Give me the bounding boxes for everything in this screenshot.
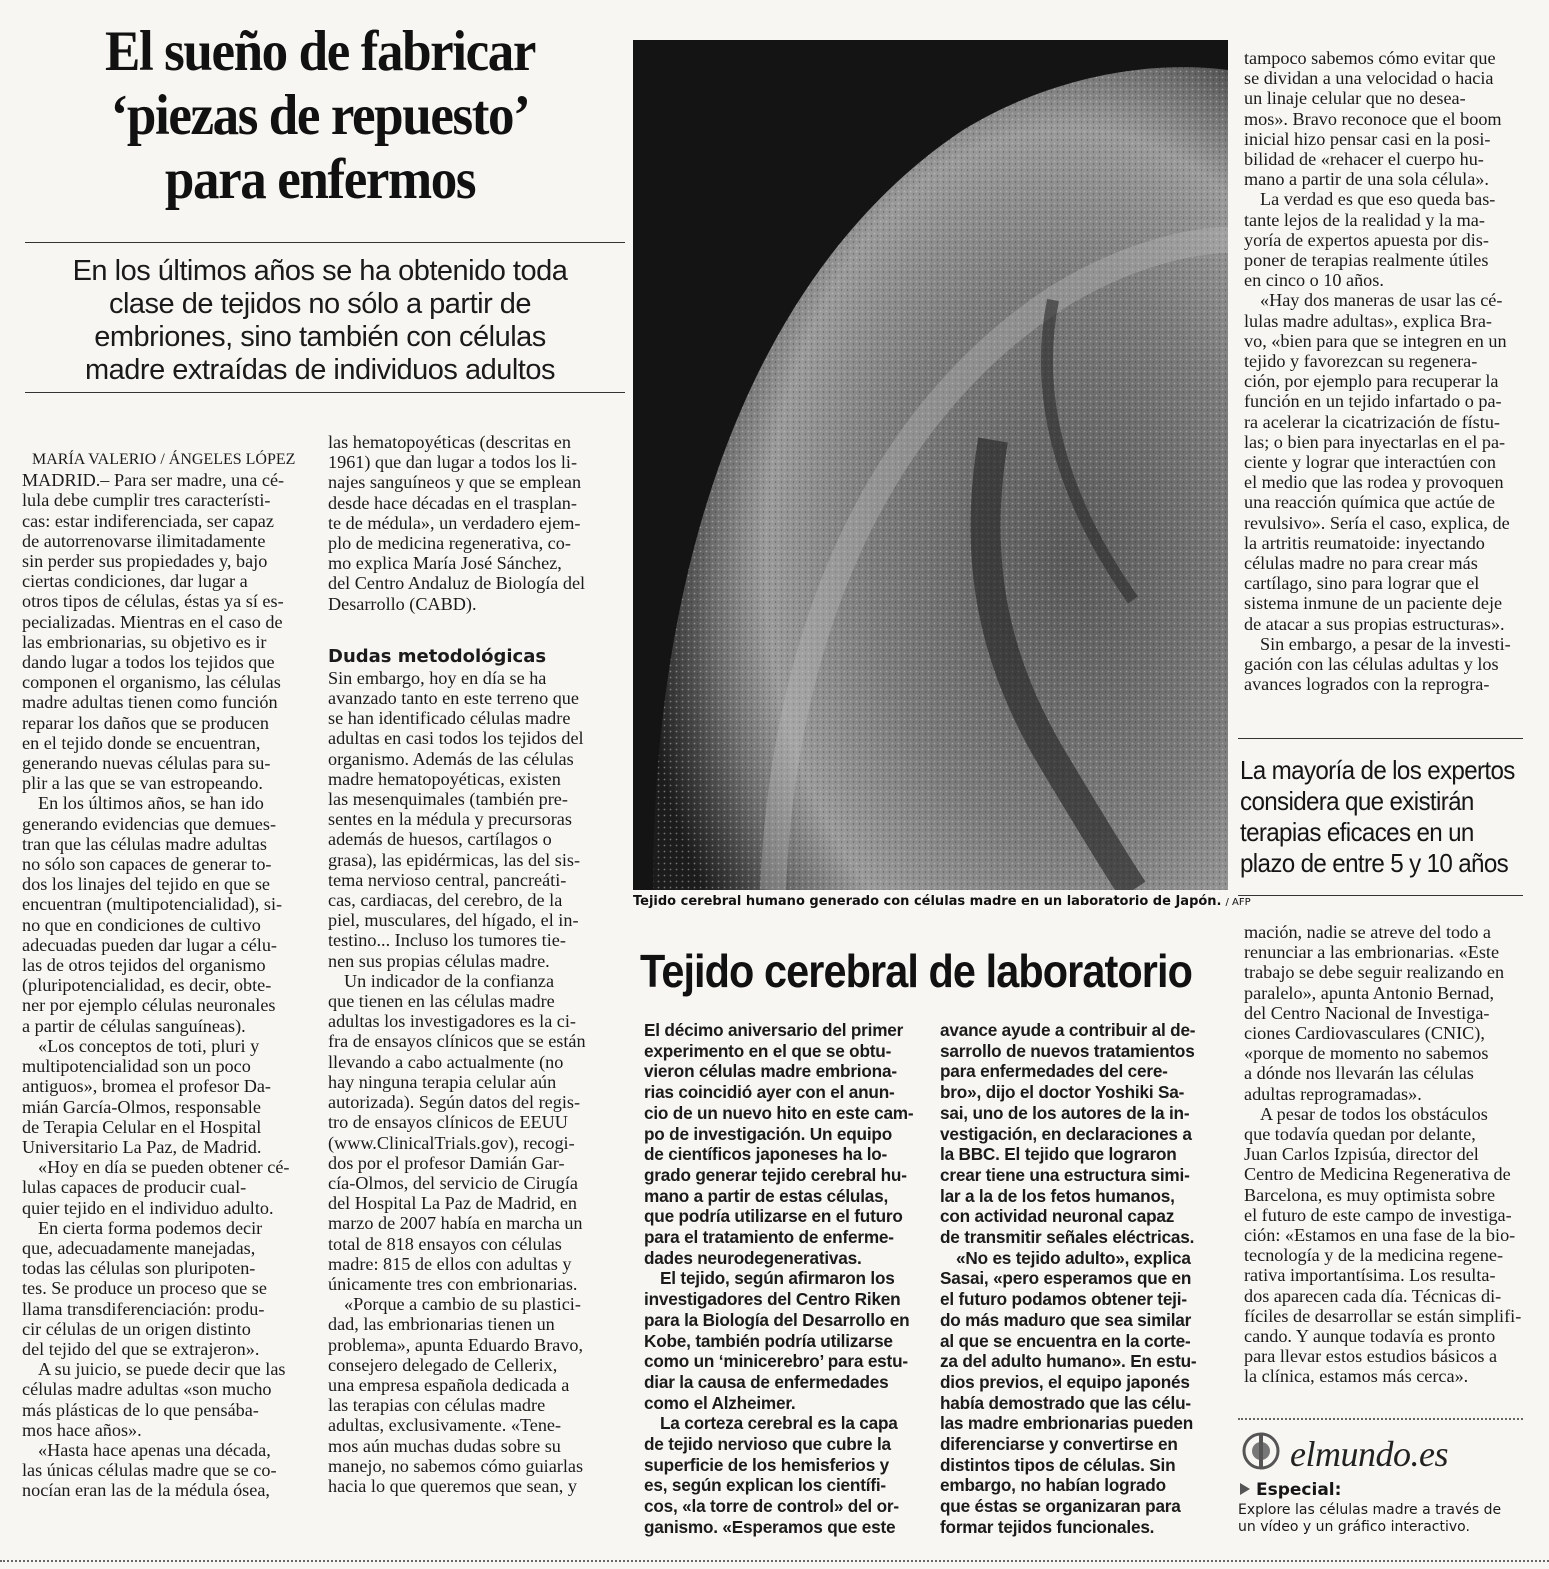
text-line: reparar los daños que se producen	[22, 712, 269, 733]
text-line: otros tipos de células, éstas ya sí es-	[22, 591, 284, 612]
text-line: mano a partir de estas células,	[644, 1185, 889, 1206]
text-line: mano a partir de una sola célula».	[1244, 169, 1489, 190]
text-line: dios previos, el equipo japonés	[940, 1371, 1190, 1392]
text-line: que podría utilizarse en el futuro	[644, 1206, 903, 1227]
text-line: nocían eran las de la médula ósea,	[22, 1480, 270, 1501]
text-line: ciones Cardiovasculares (CNIC),	[1244, 1023, 1485, 1044]
text-line: MADRID.– Para ser madre, una cé-	[22, 470, 285, 491]
text-line: Sasai, «pero esperamos que en	[940, 1268, 1192, 1289]
sidebar-headline: Tejido cerebral de laboratorio	[640, 945, 1192, 997]
text-line: En los últimos años, se han ido	[38, 793, 264, 814]
pull-quote-line: plazo de entre 5 y 10 años	[1240, 848, 1509, 878]
especial-text: Especial:	[1256, 1480, 1342, 1500]
text-line: que todavía quedan por delante,	[1244, 1124, 1476, 1145]
text-line: del Hospital La Paz de Madrid, en	[328, 1193, 577, 1214]
text-line: distintos tipos de células. Sin	[940, 1454, 1176, 1475]
text-line: cos, «la torre de control» del or-	[644, 1496, 899, 1517]
text-line: la clínica, estamos más cerca».	[1244, 1366, 1469, 1387]
subhead: Dudas metodológicas	[328, 645, 547, 667]
column-4-continued	[1244, 922, 1524, 1387]
text-line: que éstas se organizaran para	[940, 1496, 1181, 1517]
text-line: el futuro podamos obtener teji-	[940, 1289, 1187, 1310]
text-line: lulas capaces de producir cual-	[22, 1177, 247, 1198]
text-line: avances logrados con la reprogra-	[1244, 674, 1490, 695]
text-line: en cinco o 10 años.	[1244, 270, 1384, 291]
text-line: desde hace décadas en el trasplan-	[328, 492, 577, 513]
text-line: las únicas células madre que se co-	[22, 1460, 277, 1481]
text-line: avance ayude a contribuir al de-	[940, 1020, 1196, 1040]
deck-line: embriones, sino también con células	[94, 321, 546, 353]
text-line: las de otros tejidos del organismo	[22, 955, 266, 976]
column-4-body-a	[1244, 48, 1524, 695]
divider	[1238, 738, 1523, 739]
text-line: una empresa española dedicada a	[328, 1374, 570, 1395]
text-line: dos aparecen cada día. Técnicas di-	[1244, 1285, 1502, 1306]
text-line: Universitario La Paz, de Madrid.	[22, 1136, 262, 1157]
text-line: revulsivo». Sería el caso, explica, de	[1244, 512, 1510, 533]
text-line: A su juicio, se puede decir que las	[38, 1359, 286, 1380]
text-line: además de huesos, cartílagos o	[328, 829, 552, 850]
text-line: ciente y lograr que interactúen con	[1244, 452, 1496, 473]
text-line: najes sanguíneos y que se emplean	[328, 472, 582, 493]
headline-line: ‘piezas de repuesto’	[110, 84, 530, 147]
text-line: problema», apunta Eduardo Bravo,	[328, 1334, 584, 1355]
text-line: A pesar de todos los obstáculos	[1260, 1103, 1488, 1124]
text-line: se dividan a una velocidad o hacia	[1244, 68, 1494, 89]
photo-credit: / AFP	[1225, 897, 1251, 908]
text-line: cas: estar indiferenciada, ser capaz	[22, 510, 274, 531]
text-line: ra acelerar la cicatrización de fístu-	[1244, 411, 1500, 432]
text-line: za del adulto humano». En estu-	[940, 1351, 1197, 1372]
text-line: bilidad de «rehacer el cuerpo hu-	[1244, 149, 1484, 170]
text-line: autorizada). Según datos del regis-	[328, 1092, 581, 1113]
text-line: de autorrenovarse ilimitadamente	[22, 530, 266, 551]
text-line: sistema inmune de un paciente deje	[1244, 593, 1503, 614]
headline-line: El sueño de fabricar	[104, 20, 536, 83]
text-line: las; o bien para inyectarlas en el pa-	[1244, 431, 1506, 452]
text-line: fra de ensayos clínicos que se están	[328, 1031, 586, 1052]
column-2	[328, 432, 608, 1496]
text-line: Desarrollo (CABD).	[328, 593, 477, 614]
column-2-body-b	[328, 668, 608, 1496]
text-line: Un indicador de la confianza	[344, 970, 555, 991]
deck-line: madre extraídas de individuos adultos	[85, 354, 555, 386]
text-line: de atacar a sus propias estructuras».	[1244, 613, 1505, 634]
divider	[25, 392, 625, 393]
text-line: tes. Se produce un proceso que se	[22, 1278, 267, 1299]
text-line: avanzado tanto en este terreno que	[328, 688, 579, 709]
text-line: la BBC. El tejido que lograron	[940, 1144, 1177, 1165]
text-line: crear tiene una estructura simi-	[940, 1164, 1190, 1185]
play-triangle-icon	[1240, 1483, 1250, 1495]
text-line: renunciar a las embrionarias. «Este	[1244, 942, 1500, 963]
text-line: El décimo aniversario del primer	[644, 1020, 904, 1040]
byline: MARÍA VALERIO / ÁNGELES LÓPEZ	[32, 451, 296, 468]
globe-icon	[1242, 1432, 1280, 1470]
text-line: antiguos», bromea el profesor Da-	[22, 1076, 271, 1097]
text-line: dad, las embrionarias tienen un	[328, 1314, 555, 1335]
text-line: como el Alzheimer.	[644, 1392, 796, 1413]
column-1	[22, 450, 300, 1501]
text-line: bro», dijo el doctor Yoshiki Sa-	[940, 1082, 1185, 1103]
sidebar-column-b	[940, 1020, 1202, 1538]
text-line: las mesenquimales (también pre-	[328, 789, 568, 810]
especial-description-line: un vídeo y un gráfico interactivo.	[1238, 1519, 1470, 1535]
text-line: «Los conceptos de toti, pluri y	[38, 1035, 260, 1056]
text-line: sentes en la médula y precursoras	[328, 809, 572, 830]
text-line: testino... Incluso los tumores tie-	[328, 930, 566, 951]
text-line: sai, uno de los autores de la in-	[940, 1102, 1190, 1123]
text-line: adultas reprogramadas».	[1244, 1083, 1422, 1104]
text-line: sarrollo de nuevos tratamientos	[940, 1040, 1195, 1061]
text-line: no que en condiciones de cultivo	[22, 914, 261, 935]
text-line: «Porque a cambio de su plastici-	[344, 1294, 581, 1315]
text-line: Centro de Medicina Regenerativa de	[1244, 1164, 1511, 1185]
text-line: te de médula», un verdadero ejem-	[328, 512, 581, 533]
site-logo[interactable]: elmundo.es	[1290, 1434, 1448, 1474]
text-line: con actividad neuronal capaz	[940, 1206, 1175, 1227]
text-line: grado generar tejido cerebral hu-	[644, 1164, 907, 1185]
text-line: hacia lo que queremos que sean, y	[328, 1475, 577, 1496]
text-line: do más maduro que sea similar	[940, 1309, 1192, 1330]
text-line: de transmitir señales eléctricas.	[940, 1227, 1195, 1248]
text-line: gación con las células adultas y los	[1244, 654, 1499, 675]
especial-description-line: Explore las células madre a través de	[1238, 1502, 1502, 1518]
column-4-body-b	[1244, 922, 1524, 1387]
text-line: piel, musculares, del hígado, el in-	[328, 910, 579, 931]
text-line: quier tejido en el individuo adulto.	[22, 1197, 274, 1218]
text-line: ción, por ejemplo para recuperar la	[1244, 371, 1499, 392]
column-1-body	[22, 470, 300, 1500]
text-line: el medio que las rodea y provoquen	[1244, 472, 1504, 493]
especial-description	[1238, 1502, 1501, 1536]
text-line: células madre adultas «son mucho	[22, 1379, 272, 1400]
text-line: «Hay dos maneras de usar las cé-	[1260, 290, 1503, 311]
deck-line: clase de tejidos no sólo a partir de	[108, 288, 532, 320]
text-line: cir células de un origen distinto	[22, 1318, 251, 1339]
text-line: «porque de momento no sabemos	[1244, 1043, 1489, 1064]
text-line: tampoco sabemos cómo evitar que	[1244, 48, 1496, 68]
brain-tissue-photo	[633, 40, 1228, 890]
text-line: Kobe, también podría utilizarse	[644, 1330, 893, 1351]
text-line: mos». Bravo reconoce que el boom	[1244, 108, 1502, 129]
text-line: vestigación, en declaraciones a	[940, 1123, 1192, 1144]
text-line: se han identificado células madre	[328, 708, 571, 729]
text-line: en el tejido donde se encuentran,	[22, 732, 261, 753]
text-line: adecuadas pueden dar lugar a célu-	[22, 934, 277, 955]
text-line: ciertas condiciones, dar lugar a	[22, 571, 248, 592]
text-line: ner por ejemplo células neuronales	[22, 995, 276, 1016]
text-line: madre: 815 de ellos con adultas y	[328, 1253, 572, 1274]
text-line: tecnología y de la medicina regene-	[1244, 1245, 1504, 1266]
sidebar-column-a	[644, 1020, 914, 1538]
text-line: «Hasta hace apenas una década,	[38, 1439, 271, 1460]
text-line: tro de ensayos clínicos de EEUU	[328, 1112, 568, 1133]
text-line: plo de medicina regenerativa, co-	[328, 533, 571, 554]
text-line: tejido y favorezcan su regenera-	[1244, 351, 1478, 372]
text-line: generando evidencias que demues-	[22, 813, 277, 834]
text-line: tema nervioso central, pancreáti-	[328, 869, 567, 890]
text-line: adultas en casi todos los tejidos del	[328, 728, 584, 749]
column-2-body-a	[328, 432, 608, 614]
bottom-rule	[0, 1560, 1549, 1562]
text-line: manejo, no sabemos cómo guiarlas	[328, 1455, 584, 1476]
text-line: rias coincidió ayer con el anun-	[644, 1082, 895, 1103]
pull-quote-line: La mayoría de los expertos	[1240, 755, 1515, 785]
text-line: madre hematopoyéticas, existen	[328, 768, 561, 789]
text-line: encuentran (multipotencialidad), si-	[22, 894, 283, 915]
caption-text: Tejido cerebral humano generado con células madre en un laboratorio de Japón.	[633, 894, 1222, 909]
text-line: diar la causa de enfermedades	[644, 1371, 889, 1392]
text-line: cas, cardiacas, del cerebro, de la	[328, 890, 563, 911]
text-line: tran que las células madre adultas	[22, 833, 267, 854]
text-line: total de 818 ensayos con células	[328, 1233, 562, 1254]
text-line: el futuro de este campo de investiga-	[1244, 1204, 1512, 1225]
text-line: para la Biología del Desarrollo en	[644, 1309, 910, 1330]
text-line: consejero delegado de Cellerix,	[328, 1354, 558, 1375]
text-line: la artritis reumatoide: inyectando	[1244, 532, 1485, 553]
text-line: fíciles de desarrollar se están simplifi-	[1244, 1305, 1522, 1326]
deck-line: En los últimos años se ha obtenido toda	[72, 255, 568, 287]
text-line: lar a la de los fetos humanos,	[940, 1185, 1175, 1206]
text-line: experimento en el que se obtu-	[644, 1040, 892, 1061]
text-line: componen el organismo, las células	[22, 672, 281, 693]
text-line: formar tejidos funcionales.	[940, 1516, 1155, 1537]
text-line: para el tratamiento de enferme-	[644, 1227, 894, 1248]
pull-quote-line: considera que existirán	[1240, 786, 1474, 816]
text-line: mo explica María José Sánchez,	[328, 553, 562, 574]
text-line: de Terapia Celular en el Hospital	[22, 1116, 262, 1137]
text-line: cartílago, sino para lograr que el	[1244, 573, 1480, 594]
text-line: Juan Carlos Izpisúa, director del	[1244, 1144, 1479, 1165]
text-line: mos hace años».	[22, 1419, 142, 1440]
text-line: todas las células son pluripoten-	[22, 1258, 256, 1279]
text-line: plir a las que se van estropeando.	[22, 773, 263, 794]
text-line: vo, «bien para que se integren en un	[1244, 330, 1507, 351]
text-line: llevando a cabo actualmente (no	[328, 1051, 564, 1072]
text-line: 1961) que dan lugar a todos los li-	[328, 452, 578, 473]
text-line: cio de un nuevo hito en este cam-	[644, 1102, 914, 1123]
text-line: (pluripotencialidad, es decir, obte-	[22, 975, 272, 996]
text-line: llama transdiferenciación: produ-	[22, 1298, 265, 1319]
text-line: a dónde nos llevarán las células	[1244, 1063, 1474, 1084]
text-line: únicamente tres con embrionarias.	[328, 1273, 578, 1294]
text-line: células madre no para crear más	[1244, 553, 1478, 574]
text-line: trabajo se debe seguir realizando en	[1244, 962, 1505, 983]
text-line: más plásticas de lo que pensába-	[22, 1399, 259, 1420]
text-line: cía-Olmos, del servicio de Cirugía	[328, 1172, 579, 1193]
divider	[1238, 895, 1523, 896]
text-line: multipotencialidad son un poco	[22, 1056, 251, 1077]
text-line: po de investigación. Un equipo	[644, 1123, 893, 1144]
text-line: generando nuevas células para su-	[22, 753, 271, 774]
text-line: ción: «Estamos en una fase de la bio-	[1244, 1225, 1516, 1246]
text-line: mián García-Olmos, responsable	[22, 1096, 261, 1117]
text-line: vieron células madre embriona-	[644, 1061, 897, 1082]
text-line: para enfermedades del cere-	[940, 1061, 1168, 1082]
text-line: una reacción química que actúe de	[1244, 492, 1495, 513]
divider	[25, 242, 625, 243]
text-line: superficie de los hemisferios y	[644, 1454, 890, 1475]
text-line: tante lejos de la realidad y la ma-	[1244, 209, 1485, 230]
text-line: como un ‘minicerebro’ para estu-	[644, 1351, 908, 1372]
text-line: (www.ClinicalTrials.gov), recogi-	[328, 1132, 575, 1153]
headline-line: para enfermos	[164, 148, 476, 211]
deck	[30, 255, 610, 387]
text-line: dando lugar a todos los tejidos que	[22, 652, 275, 673]
text-line: función en un tejido infartado o pa-	[1244, 391, 1502, 412]
text-line: grasa), las epidérmicas, las del sis-	[328, 849, 581, 870]
text-line: Barcelona, es muy optimista sobre	[1244, 1184, 1496, 1205]
text-line: La verdad es que eso queda bas-	[1260, 189, 1496, 210]
text-line: cando. Y aunque todavía es pronto	[1244, 1326, 1496, 1347]
text-line: madre adultas tienen como función	[22, 692, 278, 713]
text-line: las hematopoyéticas (descritas en	[328, 432, 571, 452]
text-line: paralelo», apunta Antonio Bernad,	[1244, 982, 1495, 1003]
text-line: mos aún muchas dudas sobre su	[328, 1435, 561, 1456]
text-line: las embrionarias, su objetivo es ir	[22, 631, 267, 652]
text-line: adultas, exclusivamente. «Tene-	[328, 1415, 562, 1436]
text-line: diferenciarse y convertirse en	[940, 1434, 1178, 1455]
text-line: al que se encuentra en la corte-	[940, 1330, 1191, 1351]
text-line: había demostrado que las célu-	[940, 1392, 1191, 1413]
especial-label	[1240, 1480, 1341, 1500]
photo-caption	[633, 893, 1251, 912]
text-line: inicial hizo pensar casi en la posi-	[1244, 128, 1491, 149]
text-line: marzo de 2007 había en marcha un	[328, 1213, 583, 1234]
pull-quote	[1240, 755, 1515, 879]
text-line: a partir de células sanguíneas).	[22, 1015, 246, 1036]
text-line: del Centro Nacional de Investiga-	[1244, 1002, 1490, 1023]
text-line: pecializadas. Mientras en el caso de	[22, 611, 283, 632]
text-line: La corteza cerebral es la capa	[660, 1413, 898, 1434]
text-line: hay ninguna terapia celular aún	[328, 1071, 557, 1092]
text-line: yoría de expertos apuesta por dis-	[1244, 229, 1489, 250]
headline	[22, 20, 617, 212]
text-line: un linaje celular que no desea-	[1244, 88, 1466, 109]
text-line: nen sus propias células madre.	[328, 950, 550, 971]
text-line: mación, nadie se atreve del todo a	[1244, 922, 1491, 942]
text-line: de tejido nervioso que cubre la	[644, 1434, 891, 1455]
pull-quote-line: terapias eficaces en un	[1240, 817, 1474, 847]
text-line: del Centro Andaluz de Biología del	[328, 573, 586, 594]
text-line: poner de terapias realmente útiles	[1244, 250, 1489, 271]
text-line: lulas madre adultas», explica Bra-	[1244, 310, 1492, 331]
sidebar-column-a-body	[644, 1020, 914, 1538]
sidebar-column-b-body	[940, 1020, 1202, 1538]
text-line: que tienen en las células madre	[328, 991, 555, 1012]
text-line: dades neurodegenerativas.	[644, 1247, 862, 1268]
text-line: Sin embargo, hoy en día se ha	[328, 667, 547, 688]
text-line: investigadores del Centro Riken	[644, 1289, 901, 1310]
text-line: dos por el profesor Damián Gar-	[328, 1152, 565, 1173]
text-line: sin perder sus propiedades y, bajo	[22, 551, 268, 572]
photo-image	[633, 40, 1228, 890]
text-line: Sin embargo, a pesar de la investi-	[1260, 633, 1511, 654]
text-line: ganismo. «Esperamos que este	[644, 1516, 896, 1537]
text-line: no sólo son capaces de generar to-	[22, 854, 272, 875]
column-4	[1244, 48, 1524, 695]
text-line: lula debe cumplir tres característi-	[22, 490, 271, 511]
text-line: embargo, no habían logrado	[940, 1475, 1166, 1496]
text-line: es, según explican los científi-	[644, 1475, 886, 1496]
text-line: El tejido, según afirmaron los	[660, 1268, 895, 1289]
text-line: dos los linajes del tejido en que se	[22, 874, 271, 895]
text-line: organismo. Además de las células	[328, 748, 574, 769]
text-line: que, adecuadamente manejadas,	[22, 1237, 256, 1258]
text-line: las terapias con células madre	[328, 1395, 546, 1416]
text-line: para llevar estos estudios básicos a	[1244, 1346, 1498, 1367]
promo-box[interactable]	[1238, 1420, 1528, 1540]
text-line: del tejido del que se extrajeron».	[22, 1338, 260, 1359]
text-line: «Hoy en día se pueden obtener cé-	[38, 1157, 290, 1178]
text-line: En cierta forma podemos decir	[38, 1217, 263, 1238]
text-line: rativa importantísima. Los resulta-	[1244, 1265, 1496, 1286]
text-line: «No es tejido adulto», explica	[956, 1247, 1191, 1268]
text-line: adultas los investigadores es la ci-	[328, 1011, 576, 1032]
text-line: de científicos japoneses ha lo-	[644, 1144, 888, 1165]
text-line: las madre embrionarias pueden	[940, 1413, 1194, 1434]
